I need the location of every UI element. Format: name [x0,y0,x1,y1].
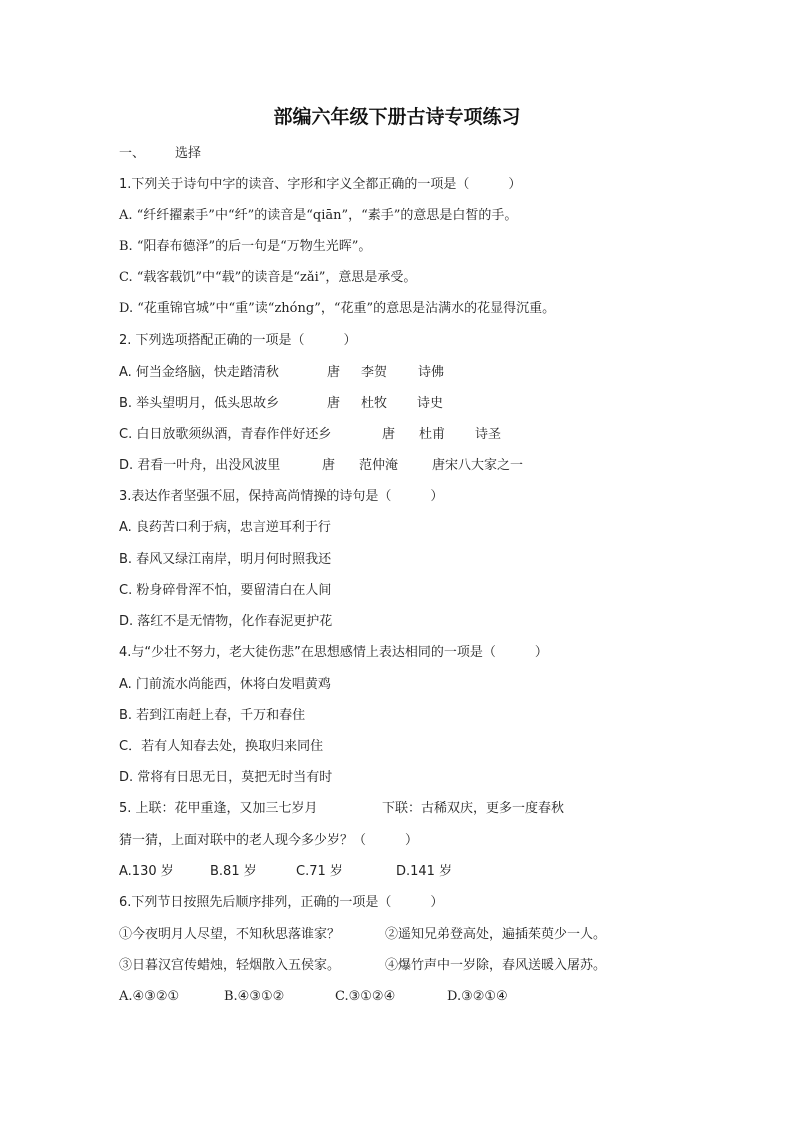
question-5-couplet [119,800,564,818]
page-title: 部编六年级下册古诗专项练习 [273,106,521,128]
question-1-stem: 1.下列关于诗句中字的读音、字形和字义全都正确的一项是（ ） [119,177,522,192]
question-2-option-c [119,426,501,444]
question-6-poems-row-2 [119,957,606,975]
poem-1: ①今夜明月人尽望，不知秋思落谁家？ [119,927,341,942]
question-6-choices [119,988,508,1006]
option-text: D. 君看一叶舟，出没风波里 [119,458,281,473]
choice-b: B.81 岁 [210,864,257,879]
couplet-first-line: 5. 上联：花甲重逢，又加三七岁月 [119,801,318,816]
question-6-stem: 6.下列节日按照先后顺序排列，正确的一项是（ ） [119,895,444,910]
option-dynasty: 唐 [327,396,341,411]
question-1-option-d: D. “花重锦官城”中“重”读“zhóng”，“花重”的意思是沾满水的花显得沉重。 [119,301,556,316]
question-1-option-c: C. “载客载饥”中“载”的读音是“zǎi”，意思是承受。 [119,270,417,285]
question-3-stem: 3.表达作者坚强不屈，保持高尚情操的诗句是（ ） [119,489,444,504]
option-poet: 杜牧 [361,396,388,411]
question-4-stem: 4.与“少壮不努力，老大徒伤悲”在思想感情上表达相同的一项是（ ） [119,645,548,660]
poem-3: ③日暮汉宫传蜡烛，轻烟散入五侯家。 [119,958,341,973]
option-dynasty: 唐 [327,365,341,380]
choice-b: B.④③①② [224,989,285,1004]
option-text: A. 何当金络脑，快走踏清秋 [119,365,279,380]
choice-d: D.141 岁 [396,864,453,879]
option-dynasty: 唐 [382,427,396,442]
question-2-stem: 2. 下列选项搭配正确的一项是（ ） [119,333,357,348]
question-3-option-c: C. 粉身碎骨浑不怕，要留清白在人间 [119,583,332,598]
section-number: 一、 [119,146,146,161]
option-poet: 范仲淹 [359,458,399,473]
question-4-option-b: B. 若到江南赶上春，千万和春住 [119,708,306,723]
option-poet: 李贺 [361,365,388,380]
choice-c: C.③①②④ [335,989,396,1004]
question-1-option-a: A. “纤纤擢素手”中“纤”的读音是“qiān”，“素手”的意思是白皙的手。 [119,208,518,223]
choice-d: D.③②①④ [447,989,508,1004]
option-text: C. 白日放歌须纵酒，青春作伴好还乡 [119,427,332,442]
question-4-option-c: C．若有人知春去处，换取归来同住 [119,739,324,754]
choice-c: C.71 岁 [296,864,343,879]
question-4-option-d: D. 常将有日思无日，莫把无时当有时 [119,770,333,785]
option-title: 唐宋八大家之一 [432,458,524,473]
question-3-option-b: B. 春风又绿江南岸，明月何时照我还 [119,552,332,567]
question-2-option-b [119,395,443,413]
option-text: B. 举头望明月，低头思故乡 [119,396,280,411]
poem-2: ②遥知兄弟登高处，遍插茱萸少一人。 [385,927,607,942]
option-dynasty: 唐 [322,458,336,473]
poem-4: ④爆竹声中一岁除，春风送暖入屠苏。 [385,958,607,973]
question-3-option-a: A. 良药苦口利于病，忠言逆耳利于行 [119,520,331,535]
question-2-option-d [119,457,523,475]
question-4-option-a: A. 门前流水尚能西，休将白发唱黄鸡 [119,677,331,692]
question-2-option-a [119,364,444,382]
question-3-option-d: D. 落红不是无情物，化作春泥更护花 [119,614,333,629]
section-label: 选择 [175,146,202,161]
section-header [119,145,201,163]
question-1-option-b: B. “阳春布德泽”的后一句是“万物生光晖”。 [119,239,372,254]
choice-a: A.130 岁 [119,864,174,879]
option-title: 诗佛 [418,365,445,380]
option-poet: 杜甫 [419,427,446,442]
question-5-choices [119,863,452,881]
question-6-poems-row-1 [119,926,606,944]
option-title: 诗史 [417,396,444,411]
question-5-stem: 猜一猜，上面对联中的老人现今多少岁？（ ） [119,833,419,848]
option-title: 诗圣 [475,427,502,442]
choice-a: A.④③②① [119,989,180,1004]
couplet-second-line: 下联：古稀双庆，更多一度春秋 [382,801,565,816]
